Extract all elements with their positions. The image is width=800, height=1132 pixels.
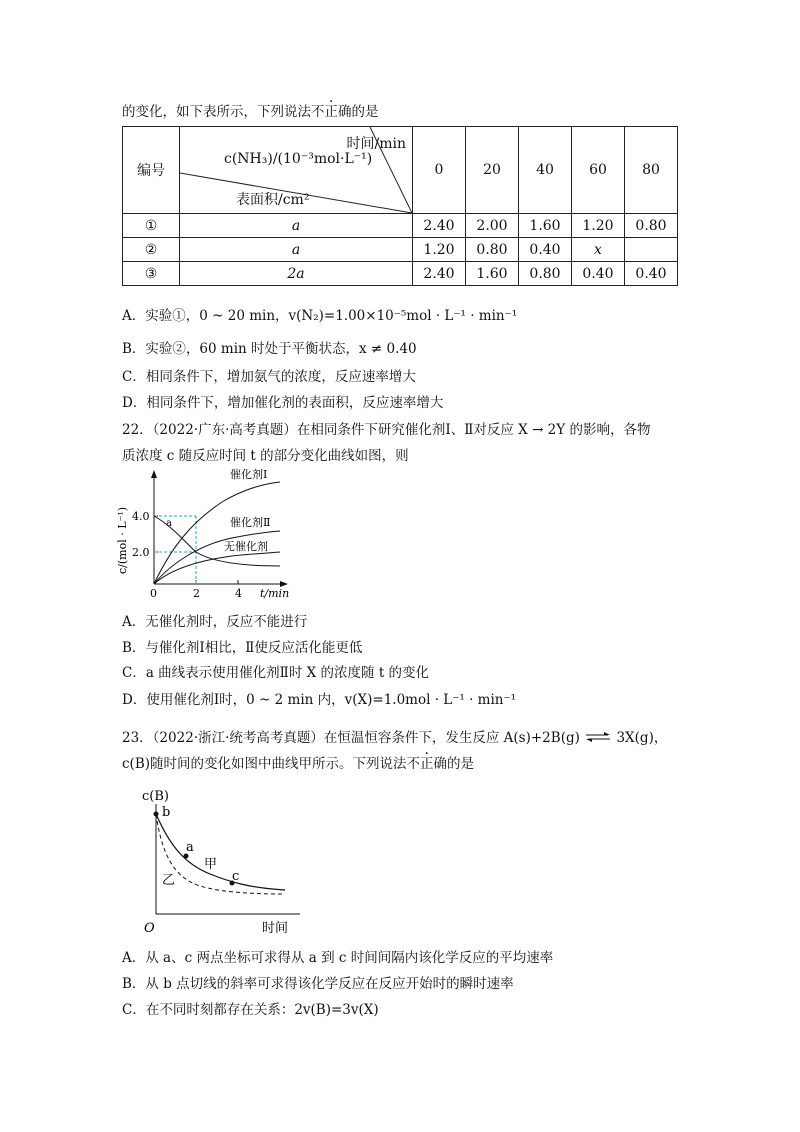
header-time-20: 20 bbox=[466, 127, 519, 214]
curve-nocat bbox=[154, 552, 280, 584]
label-b: b bbox=[162, 805, 171, 820]
header-id: 编号 bbox=[123, 127, 180, 214]
header-time-80: 80 bbox=[625, 127, 678, 214]
q21-option-d: D．相同条件下，增加催化剂的表面积，反应速率增大 bbox=[122, 395, 444, 411]
q22-option-a: A．无催化剂时，反应不能进行 bbox=[122, 614, 308, 630]
table-row: ② a 1.20 0.80 0.40 x bbox=[123, 238, 678, 262]
header-diagonal bbox=[180, 127, 413, 214]
q22-stem-line1: 22．（2022·广东·高考真题）在相同条件下研究催化剂Ⅰ、Ⅱ对反应 X → 2Y 的影响，各物 bbox=[122, 422, 651, 438]
q23-option-c: C．在不同时刻都存在关系：2v(B)=3v(X) bbox=[122, 1002, 379, 1018]
q21-option-a: A．实验①，0 ~ 20 min，v(N₂)=1.00×10⁻⁵mol · L⁻¹ · min⁻¹ bbox=[122, 308, 518, 324]
x-axis-label: 时间 bbox=[262, 921, 289, 934]
q23-stem-line2: c(B)随时间的变化如图中曲线甲所示。下列说法不正确的是 bbox=[122, 756, 475, 772]
point-b bbox=[154, 812, 159, 817]
label-a: a bbox=[166, 518, 172, 529]
q21-option-c: C．相同条件下，增加氨气的浓度，反应速率增大 bbox=[122, 369, 416, 385]
q23-option-b: B．从 b 点切线的斜率可求得该化学反应在反应开始时的瞬时速率 bbox=[122, 976, 514, 992]
curve-cat2 bbox=[154, 531, 280, 584]
ytick-2: 2.0 bbox=[132, 546, 150, 559]
header-time-label: 时间/min bbox=[346, 136, 406, 152]
header-area-label: 表面积/cm² bbox=[236, 192, 310, 208]
q22-option-c: C．a 曲线表示使用催化剂Ⅱ时 X 的浓度随 t 的变化 bbox=[122, 665, 430, 681]
emphasis-text: 不正确 bbox=[311, 104, 352, 120]
q21-option-b: B．实验②，60 min 时处于平衡状态，x ≠ 0.40 bbox=[122, 341, 417, 357]
y-axis-label: c/(mol · L⁻¹) bbox=[116, 506, 129, 574]
q23-option-a: A．从 a、c 两点坐标可求得从 a 到 c 时间间隔内该化学反应的平均速率 bbox=[122, 950, 554, 966]
label-c: c bbox=[232, 869, 240, 884]
q22-stem-line2: 质浓度 c 随反应时间 t 的部分变化曲线如图，则 bbox=[122, 448, 409, 464]
q22-option-b: B．与催化剂Ⅰ相比，Ⅱ使反应活化能更低 bbox=[122, 640, 363, 656]
curve-jia bbox=[156, 814, 285, 890]
label-cat2: 催化剂Ⅱ bbox=[230, 516, 271, 529]
label-cat1: 催化剂Ⅰ bbox=[230, 468, 268, 481]
origin-label: O bbox=[144, 921, 155, 934]
ytick-4: 4.0 bbox=[132, 510, 150, 523]
q23-stem-line1: 23．（2022·浙江·统考高考真题）在恒温恒容条件下，发生反应 A(s)+2B(g) 3X(g)， bbox=[122, 730, 668, 746]
xtick-2: 2 bbox=[193, 587, 200, 600]
label-a: a bbox=[186, 840, 194, 855]
header-time-60: 60 bbox=[572, 127, 625, 214]
header-time-40: 40 bbox=[519, 127, 572, 214]
emphasis-text: 不正确 bbox=[406, 756, 448, 772]
intro-line: 的变化，如下表所示，下列说法不正确的是 bbox=[122, 104, 379, 120]
label-yi: 乙 bbox=[162, 873, 176, 888]
data-table bbox=[122, 126, 678, 286]
xtick-0: 0 bbox=[150, 587, 157, 600]
y-axis-label: c(B) bbox=[142, 789, 169, 804]
x-axis-label: t/min bbox=[260, 587, 290, 600]
q22-chart bbox=[112, 466, 312, 604]
q22-option-d: D．使用催化剂Ⅰ时，0 ~ 2 min 内，v(X)=1.0mol · L⁻¹ · min⁻¹ bbox=[122, 692, 517, 708]
equilibrium-arrow-icon bbox=[584, 731, 612, 747]
label-nocat: 无催化剂 bbox=[224, 540, 268, 553]
header-time-0: 0 bbox=[413, 127, 466, 214]
table-row: ③ 2a 2.40 1.60 0.80 0.40 0.40 bbox=[123, 262, 678, 286]
header-conc-label: c(NH₃)/(10⁻³mol·L⁻¹) bbox=[224, 151, 373, 167]
table-row: ① a 2.40 2.00 1.60 1.20 0.80 bbox=[123, 214, 678, 238]
curve-yi bbox=[156, 814, 285, 894]
q23-chart bbox=[140, 786, 310, 934]
label-jia: 甲 bbox=[204, 857, 218, 872]
xtick-4: 4 bbox=[235, 587, 242, 600]
